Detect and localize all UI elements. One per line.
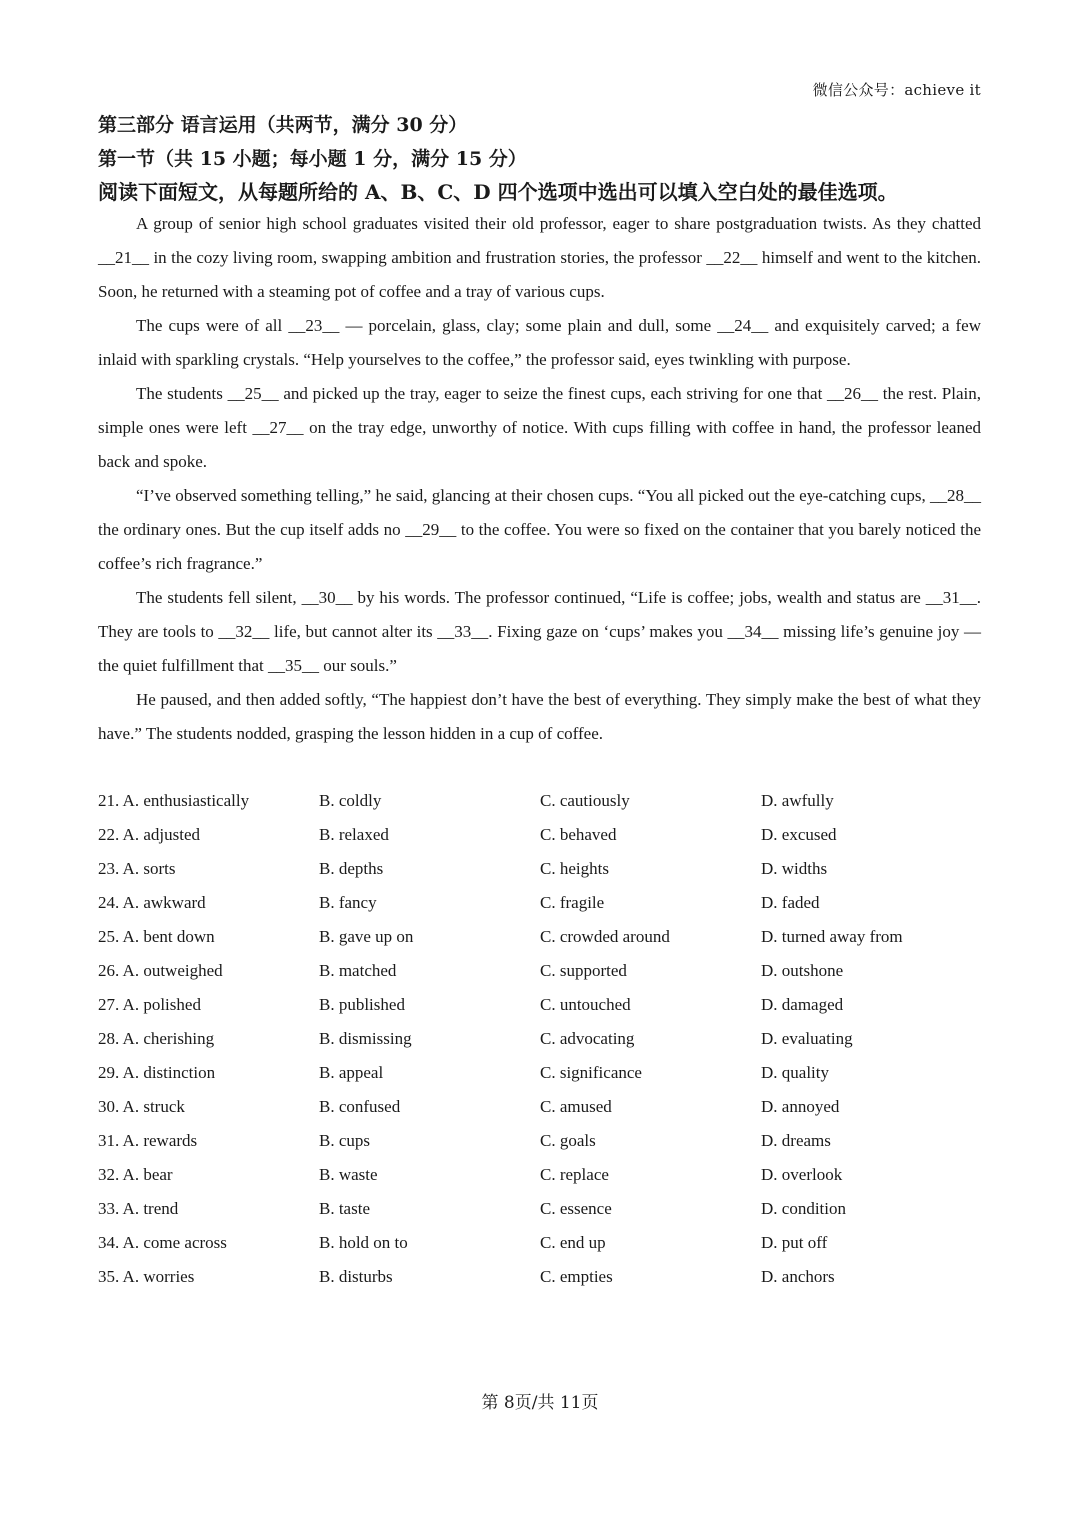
section-heading: 第一节（共 15 小题；每小题 1 分，满分 15 分） xyxy=(98,148,527,170)
option-a: 30. A. struck xyxy=(98,1097,185,1116)
option-b: B. relaxed xyxy=(319,825,389,844)
option-c: C. untouched xyxy=(540,995,631,1014)
option-row xyxy=(98,852,981,886)
option-a: 21. A. enthusiastically xyxy=(98,791,250,810)
option-a: 33. A. trend xyxy=(98,1199,179,1218)
option-c: C. empties xyxy=(540,1267,613,1286)
option-d: D. damaged xyxy=(761,995,844,1014)
option-row xyxy=(98,784,981,818)
option-b: B. gave up on xyxy=(319,927,414,946)
option-a: 35. A. worries xyxy=(98,1267,195,1286)
option-row xyxy=(98,1260,981,1294)
passage-paragraph: The students fell silent, __30__ by his words. The professor continued, “Life is coffee; jobs, wealth and status are __31__. They are tools to __32__ life, but cannot alter its __33__. Fixing gaze on ‘cups’ makes you __34__ missing life’s genuine joy — the quiet fulfillment that __35__ our souls.” xyxy=(98,588,981,675)
option-b: B. confused xyxy=(319,1097,401,1116)
option-d: D. excused xyxy=(761,825,837,844)
option-c: C. goals xyxy=(540,1131,596,1150)
option-b: B. depths xyxy=(319,859,384,878)
option-row xyxy=(98,988,981,1022)
part-heading: 第三部分 语言运用（共两节，满分 30 分） xyxy=(98,114,468,136)
option-row xyxy=(98,1090,981,1124)
option-row xyxy=(98,886,981,920)
option-b: B. appeal xyxy=(319,1063,384,1082)
option-a: 23. A. sorts xyxy=(98,859,176,878)
cloze-passage xyxy=(98,207,981,751)
option-a: 22. A. adjusted xyxy=(98,825,200,844)
option-b: B. taste xyxy=(319,1199,370,1218)
option-b: B. hold on to xyxy=(319,1233,408,1252)
option-b: B. disturbs xyxy=(319,1267,393,1286)
option-c: C. fragile xyxy=(540,893,605,912)
option-a: 27. A. polished xyxy=(98,995,201,1014)
option-d: D. dreams xyxy=(761,1131,831,1150)
option-row xyxy=(98,1022,981,1056)
option-b: B. published xyxy=(319,995,405,1014)
watermark: 微信公众号：achieve it xyxy=(812,81,981,99)
option-d: D. anchors xyxy=(761,1267,835,1286)
option-c: C. heights xyxy=(540,859,609,878)
option-a: 32. A. bear xyxy=(98,1165,173,1184)
passage-paragraph: A group of senior high school graduates visited their old professor, eager to share postgraduation twists. As they chatted __21__ in the cozy living room, swapping ambition and frustration stories, the professor __22__ himself and went to the kitchen. Soon, he returned with a steaming pot of coffee and a tray of various cups. xyxy=(98,214,981,301)
options-list xyxy=(98,784,981,1294)
option-c: C. behaved xyxy=(540,825,617,844)
option-c: C. crowded around xyxy=(540,927,670,946)
option-b: B. matched xyxy=(319,961,397,980)
option-row xyxy=(98,954,981,988)
passage-paragraph: He paused, and then added softly, “The happiest don’t have the best of everything. They simply make the best of what they have.” The students nodded, grasping the lesson hidden in a cup of coffee. xyxy=(98,690,981,743)
option-d: D. quality xyxy=(761,1063,829,1082)
option-row xyxy=(98,920,981,954)
option-c: C. amused xyxy=(540,1097,612,1116)
option-b: B. waste xyxy=(319,1165,378,1184)
option-d: D. widths xyxy=(761,859,828,878)
option-d: D. turned away from xyxy=(761,927,903,946)
option-d: D. annoyed xyxy=(761,1097,840,1116)
option-c: C. replace xyxy=(540,1165,609,1184)
option-row xyxy=(98,1056,981,1090)
passage-paragraph: The students __25__ and picked up the tray, eager to seize the finest cups, each striving for one that __26__ the rest. Plain, simple ones were left __27__ on the tray edge, unworthy of notice. With cups filling with coffee in hand, the professor leaned back and spoke. xyxy=(98,384,981,471)
option-c: C. essence xyxy=(540,1199,612,1218)
option-d: D. awfully xyxy=(761,791,834,810)
option-d: D. condition xyxy=(761,1199,846,1218)
option-a: 31. A. rewards xyxy=(98,1131,198,1150)
option-a: 24. A. awkward xyxy=(98,893,206,912)
option-c: C. significance xyxy=(540,1063,642,1082)
option-d: D. faded xyxy=(761,893,820,912)
option-row xyxy=(98,1226,981,1260)
option-d: D. outshone xyxy=(761,961,844,980)
option-a: 28. A. cherishing xyxy=(98,1029,215,1048)
option-a: 29. A. distinction xyxy=(98,1063,216,1082)
option-d: D. overlook xyxy=(761,1165,843,1184)
option-a: 25. A. bent down xyxy=(98,927,215,946)
option-row xyxy=(98,1158,981,1192)
passage-paragraph: The cups were of all __23__ — porcelain, glass, clay; some plain and dull, some __24__ and exquisitely carved; a few inlaid with sparkling crystals. “Help yourselves to the coffee,” the professor said, eyes twinkling with purpose. xyxy=(98,316,981,369)
option-b: B. dismissing xyxy=(319,1029,412,1048)
option-c: C. cautiously xyxy=(540,791,630,810)
instruction-heading: 阅读下面短文，从每题所给的 A、B、C、D 四个选项中选出可以填入空白处的最佳选项。 xyxy=(98,180,898,204)
option-a: 34. A. come across xyxy=(98,1233,227,1252)
option-c: C. advocating xyxy=(540,1029,635,1048)
option-row xyxy=(98,1192,981,1226)
option-c: C. end up xyxy=(540,1233,606,1252)
option-b: B. coldly xyxy=(319,791,382,810)
option-row xyxy=(98,818,981,852)
option-b: B. cups xyxy=(319,1131,370,1150)
option-row xyxy=(98,1124,981,1158)
passage-paragraph: “I’ve observed something telling,” he said, glancing at their chosen cups. “You all picked out the eye-catching cups, __28__ the ordinary ones. But the cup itself adds no __29__ to the coffee. You were so fixed on the container that you barely noticed the coffee’s rich fragrance.” xyxy=(98,486,981,573)
option-d: D. put off xyxy=(761,1233,828,1252)
option-c: C. supported xyxy=(540,961,627,980)
option-b: B. fancy xyxy=(319,893,377,912)
option-d: D. evaluating xyxy=(761,1029,853,1048)
option-a: 26. A. outweighed xyxy=(98,961,223,980)
page-number: 第 8页/共 11页 xyxy=(481,1393,599,1413)
